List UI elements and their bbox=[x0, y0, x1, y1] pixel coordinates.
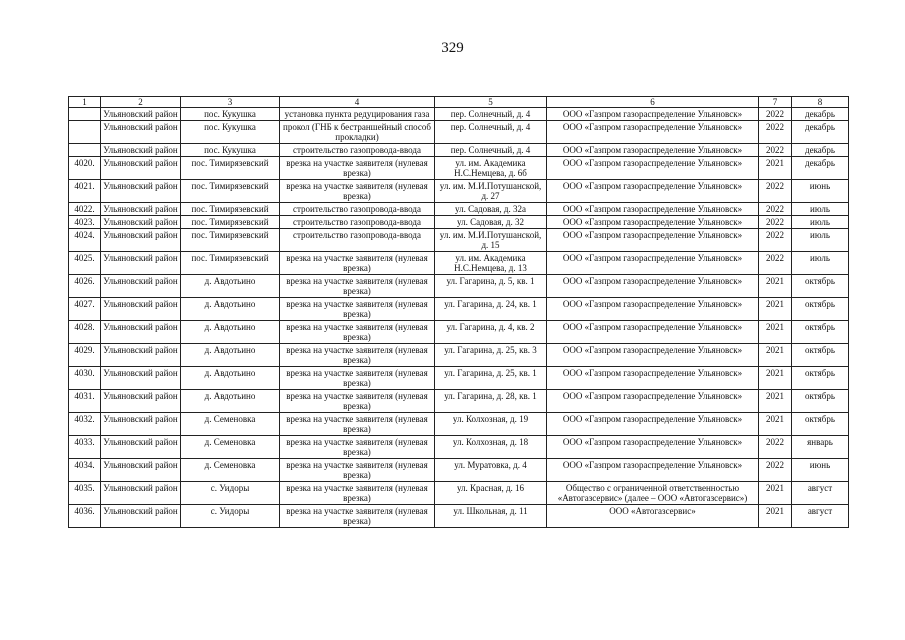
address-cell: ул. им. Академика Н.С.Немцева, д. 6б bbox=[435, 157, 547, 180]
work-type-cell: врезка на участке заявителя (нулевая врезка) bbox=[280, 505, 435, 528]
settlement-cell: д. Авдотьино bbox=[181, 275, 280, 298]
month-cell: октябрь bbox=[792, 390, 849, 413]
year-cell: 2022 bbox=[759, 216, 792, 229]
work-type-cell: врезка на участке заявителя (нулевая врезка) bbox=[280, 157, 435, 180]
table-row bbox=[69, 436, 849, 459]
district-cell: Ульяновский район bbox=[101, 108, 181, 121]
settlement-cell: пос. Кукушка bbox=[181, 108, 280, 121]
table-row bbox=[69, 321, 849, 344]
year-cell: 2022 bbox=[759, 436, 792, 459]
district-cell: Ульяновский район bbox=[101, 275, 181, 298]
column-header: 3 bbox=[181, 97, 280, 108]
district-cell: Ульяновский район bbox=[101, 252, 181, 275]
organization-cell: ООО «Газпром газораспределение Ульяновск» bbox=[547, 321, 759, 344]
month-cell: декабрь bbox=[792, 121, 849, 144]
address-cell: пер. Солнечный, д. 4 bbox=[435, 121, 547, 144]
district-cell: Ульяновский район bbox=[101, 180, 181, 203]
year-cell: 2021 bbox=[759, 344, 792, 367]
month-cell: июль bbox=[792, 229, 849, 252]
month-cell: декабрь bbox=[792, 157, 849, 180]
year-cell: 2022 bbox=[759, 144, 792, 157]
work-type-cell: врезка на участке заявителя (нулевая врезка) bbox=[280, 298, 435, 321]
column-header: 6 bbox=[547, 97, 759, 108]
address-cell: ул. Гагарина, д. 28, кв. 1 bbox=[435, 390, 547, 413]
month-cell: декабрь bbox=[792, 144, 849, 157]
row-number-cell: 4028. bbox=[69, 321, 101, 344]
organization-cell: ООО «Газпром газораспределение Ульяновск» bbox=[547, 367, 759, 390]
month-cell: октябрь bbox=[792, 413, 849, 436]
row-number-cell bbox=[69, 121, 101, 144]
address-cell: ул. Колхозная, д. 18 bbox=[435, 436, 547, 459]
year-cell: 2021 bbox=[759, 298, 792, 321]
district-cell: Ульяновский район bbox=[101, 367, 181, 390]
organization-cell: ООО «Газпром газораспределение Ульяновск» bbox=[547, 180, 759, 203]
year-cell: 2021 bbox=[759, 413, 792, 436]
settlement-cell: пос. Тимирязевский bbox=[181, 180, 280, 203]
address-cell: ул. Гагарина, д. 25, кв. 1 bbox=[435, 367, 547, 390]
table-row bbox=[69, 459, 849, 482]
address-cell: ул. Красная, д. 16 bbox=[435, 482, 547, 505]
settlement-cell: д. Семеновка bbox=[181, 459, 280, 482]
month-cell: июль bbox=[792, 203, 849, 216]
address-cell: ул. им. М.И.Потушанской, д. 15 bbox=[435, 229, 547, 252]
row-number-cell: 4026. bbox=[69, 275, 101, 298]
column-header: 5 bbox=[435, 97, 547, 108]
row-number-cell: 4032. bbox=[69, 413, 101, 436]
column-number-row bbox=[69, 97, 849, 108]
year-cell: 2022 bbox=[759, 121, 792, 144]
table-row bbox=[69, 203, 849, 216]
work-type-cell: врезка на участке заявителя (нулевая врезка) bbox=[280, 390, 435, 413]
table-row bbox=[69, 216, 849, 229]
address-cell: пер. Солнечный, д. 4 bbox=[435, 108, 547, 121]
row-number-cell: 4021. bbox=[69, 180, 101, 203]
district-cell: Ульяновский район bbox=[101, 121, 181, 144]
settlement-cell: пос. Тимирязевский bbox=[181, 157, 280, 180]
address-cell: ул. Садовая, д. 32а bbox=[435, 203, 547, 216]
district-cell: Ульяновский район bbox=[101, 144, 181, 157]
month-cell: октябрь bbox=[792, 321, 849, 344]
district-cell: Ульяновский район bbox=[101, 436, 181, 459]
row-number-cell: 4035. bbox=[69, 482, 101, 505]
organization-cell: ООО «Газпром газораспределение Ульяновск» bbox=[547, 216, 759, 229]
settlement-cell: д. Семеновка bbox=[181, 413, 280, 436]
work-type-cell: строительство газопровода-ввода bbox=[280, 203, 435, 216]
year-cell: 2022 bbox=[759, 252, 792, 275]
settlement-cell: д. Семеновка bbox=[181, 436, 280, 459]
work-type-cell: установка пункта редуцирования газа bbox=[280, 108, 435, 121]
table-row bbox=[69, 275, 849, 298]
year-cell: 2021 bbox=[759, 482, 792, 505]
organization-cell: ООО «Газпром газораспределение Ульяновск» bbox=[547, 157, 759, 180]
month-cell: октябрь bbox=[792, 298, 849, 321]
column-header: 1 bbox=[69, 97, 101, 108]
table-row bbox=[69, 413, 849, 436]
organization-cell: Общество с ограниченной ответственностью «Автогазсервис» (далее – ООО «Автогазсервис») bbox=[547, 482, 759, 505]
row-number-cell: 4030. bbox=[69, 367, 101, 390]
organization-cell: ООО «Газпром газораспределение Ульяновск» bbox=[547, 252, 759, 275]
work-type-cell: врезка на участке заявителя (нулевая врезка) bbox=[280, 344, 435, 367]
organization-cell: ООО «Газпром газораспределение Ульяновск» bbox=[547, 144, 759, 157]
work-type-cell: врезка на участке заявителя (нулевая врезка) bbox=[280, 482, 435, 505]
row-number-cell: 4031. bbox=[69, 390, 101, 413]
row-number-cell: 4027. bbox=[69, 298, 101, 321]
district-cell: Ульяновский район bbox=[101, 203, 181, 216]
table-row bbox=[69, 298, 849, 321]
row-number-cell: 4024. bbox=[69, 229, 101, 252]
work-type-cell: прокол (ГНБ к бестраншейный способ прокладки) bbox=[280, 121, 435, 144]
settlement-cell: д. Авдотьино bbox=[181, 390, 280, 413]
row-number-cell: 4029. bbox=[69, 344, 101, 367]
organization-cell: ООО «Газпром газораспределение Ульяновск» bbox=[547, 275, 759, 298]
work-type-cell: врезка на участке заявителя (нулевая врезка) bbox=[280, 413, 435, 436]
year-cell: 2021 bbox=[759, 275, 792, 298]
page-number: 329 bbox=[441, 40, 464, 56]
settlement-cell: д. Авдотьино bbox=[181, 298, 280, 321]
work-type-cell: врезка на участке заявителя (нулевая врезка) bbox=[280, 459, 435, 482]
district-cell: Ульяновский район bbox=[101, 157, 181, 180]
month-cell: январь bbox=[792, 436, 849, 459]
year-cell: 2022 bbox=[759, 203, 792, 216]
month-cell: октябрь bbox=[792, 275, 849, 298]
work-type-cell: строительство газопровода-ввода bbox=[280, 229, 435, 252]
table-row bbox=[69, 482, 849, 505]
organization-cell: ООО «Газпром газораспределение Ульяновск» bbox=[547, 436, 759, 459]
organization-cell: ООО «Газпром газораспределение Ульяновск» bbox=[547, 229, 759, 252]
column-header: 4 bbox=[280, 97, 435, 108]
register-table bbox=[68, 96, 849, 528]
row-number-cell: 4020. bbox=[69, 157, 101, 180]
row-number-cell: 4023. bbox=[69, 216, 101, 229]
district-cell: Ульяновский район bbox=[101, 229, 181, 252]
work-type-cell: врезка на участке заявителя (нулевая врезка) bbox=[280, 252, 435, 275]
district-cell: Ульяновский район bbox=[101, 344, 181, 367]
district-cell: Ульяновский район bbox=[101, 482, 181, 505]
address-cell: ул. Гагарина, д. 25, кв. 3 bbox=[435, 344, 547, 367]
address-cell: ул. Муратовка, д. 4 bbox=[435, 459, 547, 482]
year-cell: 2022 bbox=[759, 180, 792, 203]
address-cell: ул. Колхозная, д. 19 bbox=[435, 413, 547, 436]
address-cell: ул. Гагарина, д. 5, кв. 1 bbox=[435, 275, 547, 298]
district-cell: Ульяновский район bbox=[101, 390, 181, 413]
address-cell: пер. Солнечный, д. 4 bbox=[435, 144, 547, 157]
column-header: 8 bbox=[792, 97, 849, 108]
settlement-cell: д. Авдотьино bbox=[181, 344, 280, 367]
month-cell: август bbox=[792, 482, 849, 505]
row-number-cell bbox=[69, 144, 101, 157]
settlement-cell: пос. Кукушка bbox=[181, 144, 280, 157]
row-number-cell: 4022. bbox=[69, 203, 101, 216]
organization-cell: ООО «Газпром газораспределение Ульяновск» bbox=[547, 344, 759, 367]
column-header: 2 bbox=[101, 97, 181, 108]
month-cell: июль bbox=[792, 252, 849, 275]
table-row bbox=[69, 367, 849, 390]
address-cell: ул. Гагарина, д. 24, кв. 1 bbox=[435, 298, 547, 321]
organization-cell: ООО «Газпром газораспределение Ульяновск» bbox=[547, 413, 759, 436]
settlement-cell: пос. Тимирязевский bbox=[181, 252, 280, 275]
table-row bbox=[69, 229, 849, 252]
address-cell: ул. Садовая, д. 32 bbox=[435, 216, 547, 229]
organization-cell: ООО «Газпром газораспределение Ульяновск» bbox=[547, 459, 759, 482]
organization-cell: ООО «Газпром газораспределение Ульяновск» bbox=[547, 108, 759, 121]
row-number-cell: 4033. bbox=[69, 436, 101, 459]
row-number-cell: 4036. bbox=[69, 505, 101, 528]
year-cell: 2021 bbox=[759, 390, 792, 413]
settlement-cell: пос. Кукушка bbox=[181, 121, 280, 144]
table-row bbox=[69, 157, 849, 180]
work-type-cell: врезка на участке заявителя (нулевая врезка) bbox=[280, 180, 435, 203]
table-row bbox=[69, 144, 849, 157]
row-number-cell: 4034. bbox=[69, 459, 101, 482]
year-cell: 2021 bbox=[759, 157, 792, 180]
work-type-cell: врезка на участке заявителя (нулевая врезка) bbox=[280, 275, 435, 298]
year-cell: 2021 bbox=[759, 505, 792, 528]
table-row bbox=[69, 252, 849, 275]
address-cell: ул. Гагарина, д. 4, кв. 2 bbox=[435, 321, 547, 344]
organization-cell: ООО «Газпром газораспределение Ульяновск» bbox=[547, 390, 759, 413]
organization-cell: ООО «Газпром газораспределение Ульяновск» bbox=[547, 121, 759, 144]
address-cell: ул. им. Академика Н.С.Немцева, д. 13 bbox=[435, 252, 547, 275]
month-cell: июль bbox=[792, 216, 849, 229]
column-header: 7 bbox=[759, 97, 792, 108]
month-cell: июнь bbox=[792, 180, 849, 203]
work-type-cell: врезка на участке заявителя (нулевая врезка) bbox=[280, 436, 435, 459]
year-cell: 2021 bbox=[759, 321, 792, 344]
district-cell: Ульяновский район bbox=[101, 505, 181, 528]
table-row bbox=[69, 505, 849, 528]
month-cell: декабрь bbox=[792, 108, 849, 121]
district-cell: Ульяновский район bbox=[101, 298, 181, 321]
table-row bbox=[69, 344, 849, 367]
settlement-cell: с. Уидоры bbox=[181, 482, 280, 505]
year-cell: 2022 bbox=[759, 459, 792, 482]
month-cell: октябрь bbox=[792, 344, 849, 367]
table-row bbox=[69, 180, 849, 203]
work-type-cell: строительство газопровода-ввода bbox=[280, 216, 435, 229]
settlement-cell: д. Авдотьино bbox=[181, 321, 280, 344]
organization-cell: ООО «Автогазсервис» bbox=[547, 505, 759, 528]
row-number-cell bbox=[69, 108, 101, 121]
settlement-cell: с. Уидоры bbox=[181, 505, 280, 528]
table-row bbox=[69, 390, 849, 413]
row-number-cell: 4025. bbox=[69, 252, 101, 275]
address-cell: ул. Школьная, д. 11 bbox=[435, 505, 547, 528]
year-cell: 2022 bbox=[759, 108, 792, 121]
district-cell: Ульяновский район bbox=[101, 216, 181, 229]
district-cell: Ульяновский район bbox=[101, 459, 181, 482]
work-type-cell: врезка на участке заявителя (нулевая врезка) bbox=[280, 367, 435, 390]
organization-cell: ООО «Газпром газораспределение Ульяновск» bbox=[547, 203, 759, 216]
settlement-cell: д. Авдотьино bbox=[181, 367, 280, 390]
work-type-cell: строительство газопровода-ввода bbox=[280, 144, 435, 157]
district-cell: Ульяновский район bbox=[101, 321, 181, 344]
year-cell: 2022 bbox=[759, 229, 792, 252]
settlement-cell: пос. Тимирязевский bbox=[181, 216, 280, 229]
organization-cell: ООО «Газпром газораспределение Ульяновск» bbox=[547, 298, 759, 321]
month-cell: август bbox=[792, 505, 849, 528]
table-row bbox=[69, 108, 849, 121]
address-cell: ул. им. М.И.Потушанской, д. 27 bbox=[435, 180, 547, 203]
month-cell: октябрь bbox=[792, 367, 849, 390]
settlement-cell: пос. Тимирязевский bbox=[181, 229, 280, 252]
table-row bbox=[69, 121, 849, 144]
district-cell: Ульяновский район bbox=[101, 413, 181, 436]
settlement-cell: пос. Тимирязевский bbox=[181, 203, 280, 216]
year-cell: 2021 bbox=[759, 367, 792, 390]
work-type-cell: врезка на участке заявителя (нулевая врезка) bbox=[280, 321, 435, 344]
month-cell: июнь bbox=[792, 459, 849, 482]
